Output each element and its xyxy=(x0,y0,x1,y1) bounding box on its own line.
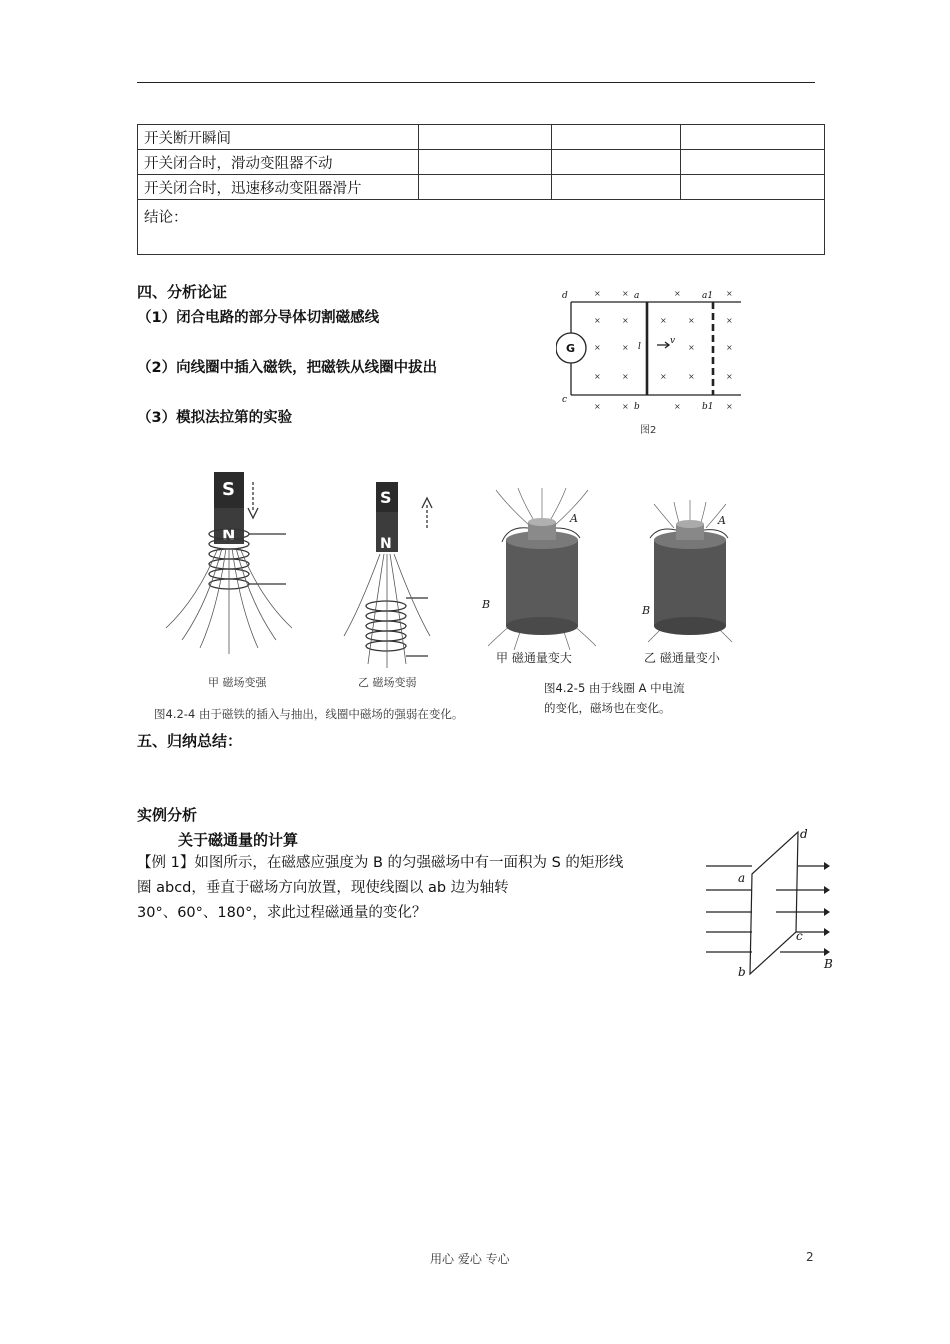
svg-text:×: × xyxy=(622,289,629,298)
example-line-3: 30°、60°、180°，求此过程磁通量的变化？ xyxy=(137,905,427,921)
section4-item-2: （2）向线圈中插入磁铁，把磁铁从线圈中拔出 xyxy=(137,360,438,376)
label-b1: b1 xyxy=(702,402,714,412)
svg-text:×: × xyxy=(594,289,601,298)
svg-text:×: × xyxy=(726,372,733,381)
svg-text:×: × xyxy=(622,343,629,352)
fig424-caption: 图4.2-4 由于磁铁的插入与抽出，线圈中磁场的强弱在变化。 xyxy=(154,707,464,721)
fig424-right-label: 乙 磁场变弱 xyxy=(358,676,417,689)
magnet-n-pole-2: N xyxy=(380,536,392,552)
svg-text:×: × xyxy=(674,402,681,411)
svg-text:×: × xyxy=(594,402,601,411)
table-row xyxy=(138,175,825,200)
observation-table xyxy=(137,124,825,255)
svg-text:×: × xyxy=(594,372,601,381)
section4-heading: 四、分析论证 xyxy=(137,283,228,301)
label-a1: a1 xyxy=(702,291,714,301)
header-rule xyxy=(137,82,815,83)
loop-label-a: a xyxy=(738,871,746,885)
page-number: 2 xyxy=(806,1250,814,1264)
fig425-left-label: 甲 磁通量变大 xyxy=(496,651,572,665)
footer-text: 用心 爱心 专心 xyxy=(430,1252,510,1266)
example-line-1: 【例 1】如图所示，在磁感应强度为 B 的匀强磁场中有一面积为 S 的矩形线 xyxy=(137,855,624,871)
label-b: b xyxy=(634,402,640,412)
conclusion-cell: 结论： xyxy=(138,200,825,255)
magnet-n-pole: N xyxy=(222,525,236,544)
fig425-caption-line2: 的变化，磁场也在变化。 xyxy=(544,701,671,715)
table-cell xyxy=(552,125,681,150)
magnet-s-pole-2: S xyxy=(380,488,392,507)
label-c: c xyxy=(562,395,568,405)
label-d: d xyxy=(562,291,568,301)
table-cell xyxy=(419,150,552,175)
field-label-b: B xyxy=(824,957,833,971)
svg-text:×: × xyxy=(622,402,629,411)
svg-text:×: × xyxy=(660,372,667,381)
svg-text:×: × xyxy=(594,316,601,325)
table-cell xyxy=(419,175,552,200)
conclusion-row xyxy=(138,200,825,255)
table-cell xyxy=(552,150,681,175)
figure2-caption: 图2 xyxy=(640,425,657,436)
svg-text:×: × xyxy=(622,372,629,381)
fig424-left-label: 甲 磁场变强 xyxy=(208,676,267,689)
figure425-coil-diagram xyxy=(478,486,778,722)
svg-text:×: × xyxy=(674,289,681,298)
svg-text:×: × xyxy=(688,343,695,352)
svg-text:×: × xyxy=(726,289,733,298)
table-cell xyxy=(419,125,552,150)
table-cell: 开关断开瞬间 xyxy=(138,125,419,150)
figure424-magnet-coil xyxy=(148,468,478,726)
fig425-right-label: 乙 磁通量变小 xyxy=(644,651,720,665)
table-cell xyxy=(552,175,681,200)
example-heading: 实例分析 xyxy=(137,806,198,824)
label-v: v xyxy=(670,336,676,346)
table-cell xyxy=(681,175,825,200)
svg-text:×: × xyxy=(660,316,667,325)
svg-text:×: × xyxy=(688,316,695,325)
section4-item-3: （3）模拟法拉第的实验 xyxy=(137,410,293,426)
example-line-2: 圈 abcd，垂直于磁场方向放置，现使线圈以 ab 边为轴转 xyxy=(137,880,509,896)
table-cell: 开关闭合时，迅速移动变阻器滑片 xyxy=(138,175,419,200)
svg-text:×: × xyxy=(726,316,733,325)
table-cell xyxy=(681,125,825,150)
section4-item-1: （1）闭合电路的部分导体切割磁感线 xyxy=(137,310,380,326)
label-a: a xyxy=(634,291,640,301)
svg-text:×: × xyxy=(622,316,629,325)
svg-text:×: × xyxy=(726,402,733,411)
loop-label-d: d xyxy=(800,827,808,841)
fig425-caption-line1: 图4.2-5 由于线圈 A 中电流 xyxy=(544,681,685,695)
section5-heading: 五、归纳总结： xyxy=(137,732,243,750)
table-row xyxy=(138,125,825,150)
coil-a-label-2: A xyxy=(718,514,726,527)
table-cell xyxy=(681,150,825,175)
table-row xyxy=(138,150,825,175)
coil-b-label: B xyxy=(482,598,491,611)
svg-text:×: × xyxy=(594,343,601,352)
magnet-s-pole: S xyxy=(222,479,235,500)
svg-text:×: × xyxy=(688,372,695,381)
loop-label-b: b xyxy=(738,965,746,979)
svg-text:×: × xyxy=(726,343,733,352)
coil-b-label-2: B xyxy=(642,604,651,617)
table-cell: 开关闭合时，滑动变阻器不动 xyxy=(138,150,419,175)
example-loop-diagram xyxy=(700,826,850,982)
label-l: l xyxy=(638,342,641,352)
example-subheading: 关于磁通量的计算 xyxy=(178,831,299,849)
coil-a-label: A xyxy=(570,512,578,525)
figure2-circuit-diagram xyxy=(556,287,746,439)
galvanometer-label: G xyxy=(566,342,576,355)
loop-label-c: c xyxy=(796,929,803,943)
